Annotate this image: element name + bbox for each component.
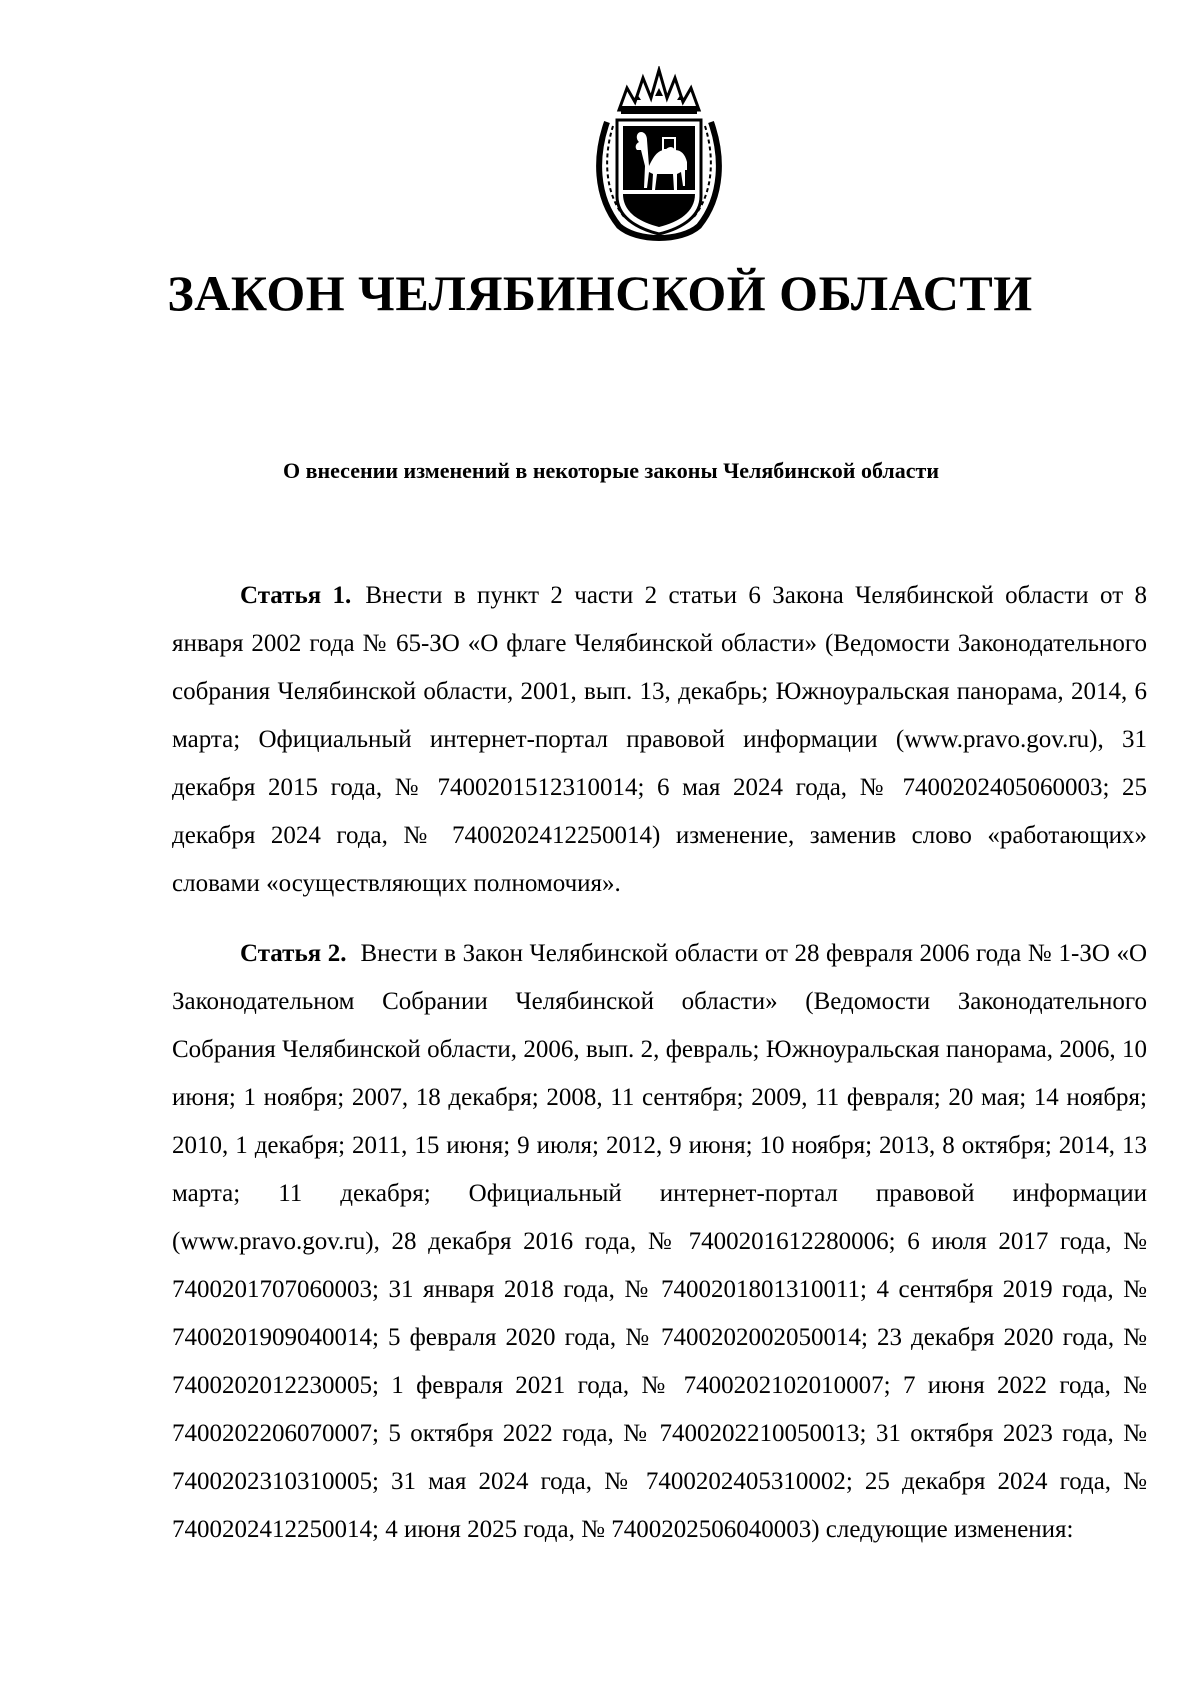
article-2-text: Внести в Закон Челябинской области от 28 февраля 2006 года № 1-ЗО «О Законодательном Собрании Челябинской области» (Ведомости Законодательного Собрания Челябинской области, 2006, вып. 2, февраль; Южноуральская панорама, 2006, 10 июня; 1 ноября; 2007, 18 декабря; 2008, 11 сентября; 2009, 11 февраля; 20 мая; 14 ноября; 2010, 1 декабря; 2011, 15 июня; 9 июля; 2012, 9 июня; 10 ноября; 2013, 8 октября; 2014, 13 марта; 11 декабря; Официальный интернет-портал правовой информации (www.pravo.gov.ru), 28 декабря 2016 года, № 7400201612280006; 6 июля 2017 года, № 7400201707060003; 31 января 2018 года, № 7400201801310011; 4 сентября 2019 года, № 7400201909040014; 5 февраля 2020 года, № 7400202002050014; 23 декабря 2020 года, № 7400202012230005; 1 февраля 2021 года, № 7400202102010007; 7 июня 2022 года, № 7400202206070007; 5 октября 2022 года, № 7400202210050013; 31 октября 2023 года, № 7400202310310005; 31 мая 2024 года, № 7400202405310002; 25 декабря 2024 года, № 7400202412250014; 4 июня 2025 года, № 7400202506040003) следующие изменения: [172,940,1147,1543]
article-1-heading: Статья 1. [240,582,352,609]
article-1 [172,572,1147,908]
article-1-text: Внести в пункт 2 части 2 статьи 6 Закона Челябинской области от 8 января 2002 года № 65-ЗО «О флаге Челябинской области» (Ведомости Законодательного собрания Челябинской области, 2001, вып. 13, декабрь; Южноуральская панорама, 2014, 6 марта; Официальный интернет-портал правовой информации (www.pravo.gov.ru), 31 декабря 2015 года, № 7400201512310014; 6 мая 2024 года, № 7400202405060003; 25 декабря 2024 года, № 7400202412250014) изменение, заменив слово «работающих» словами «осуществляющих полномочия». [172,582,1147,897]
article-2-heading: Статья 2. [240,940,347,967]
law-subtitle: О внесении изменений в некоторые законы Челябинской области [282,458,939,483]
article-2 [172,930,1147,1554]
law-title: ЗАКОН ЧЕЛЯБИНСКОЙ ОБЛАСТИ [167,265,1033,321]
chelyabinsk-coat-of-arms-icon [593,66,725,244]
